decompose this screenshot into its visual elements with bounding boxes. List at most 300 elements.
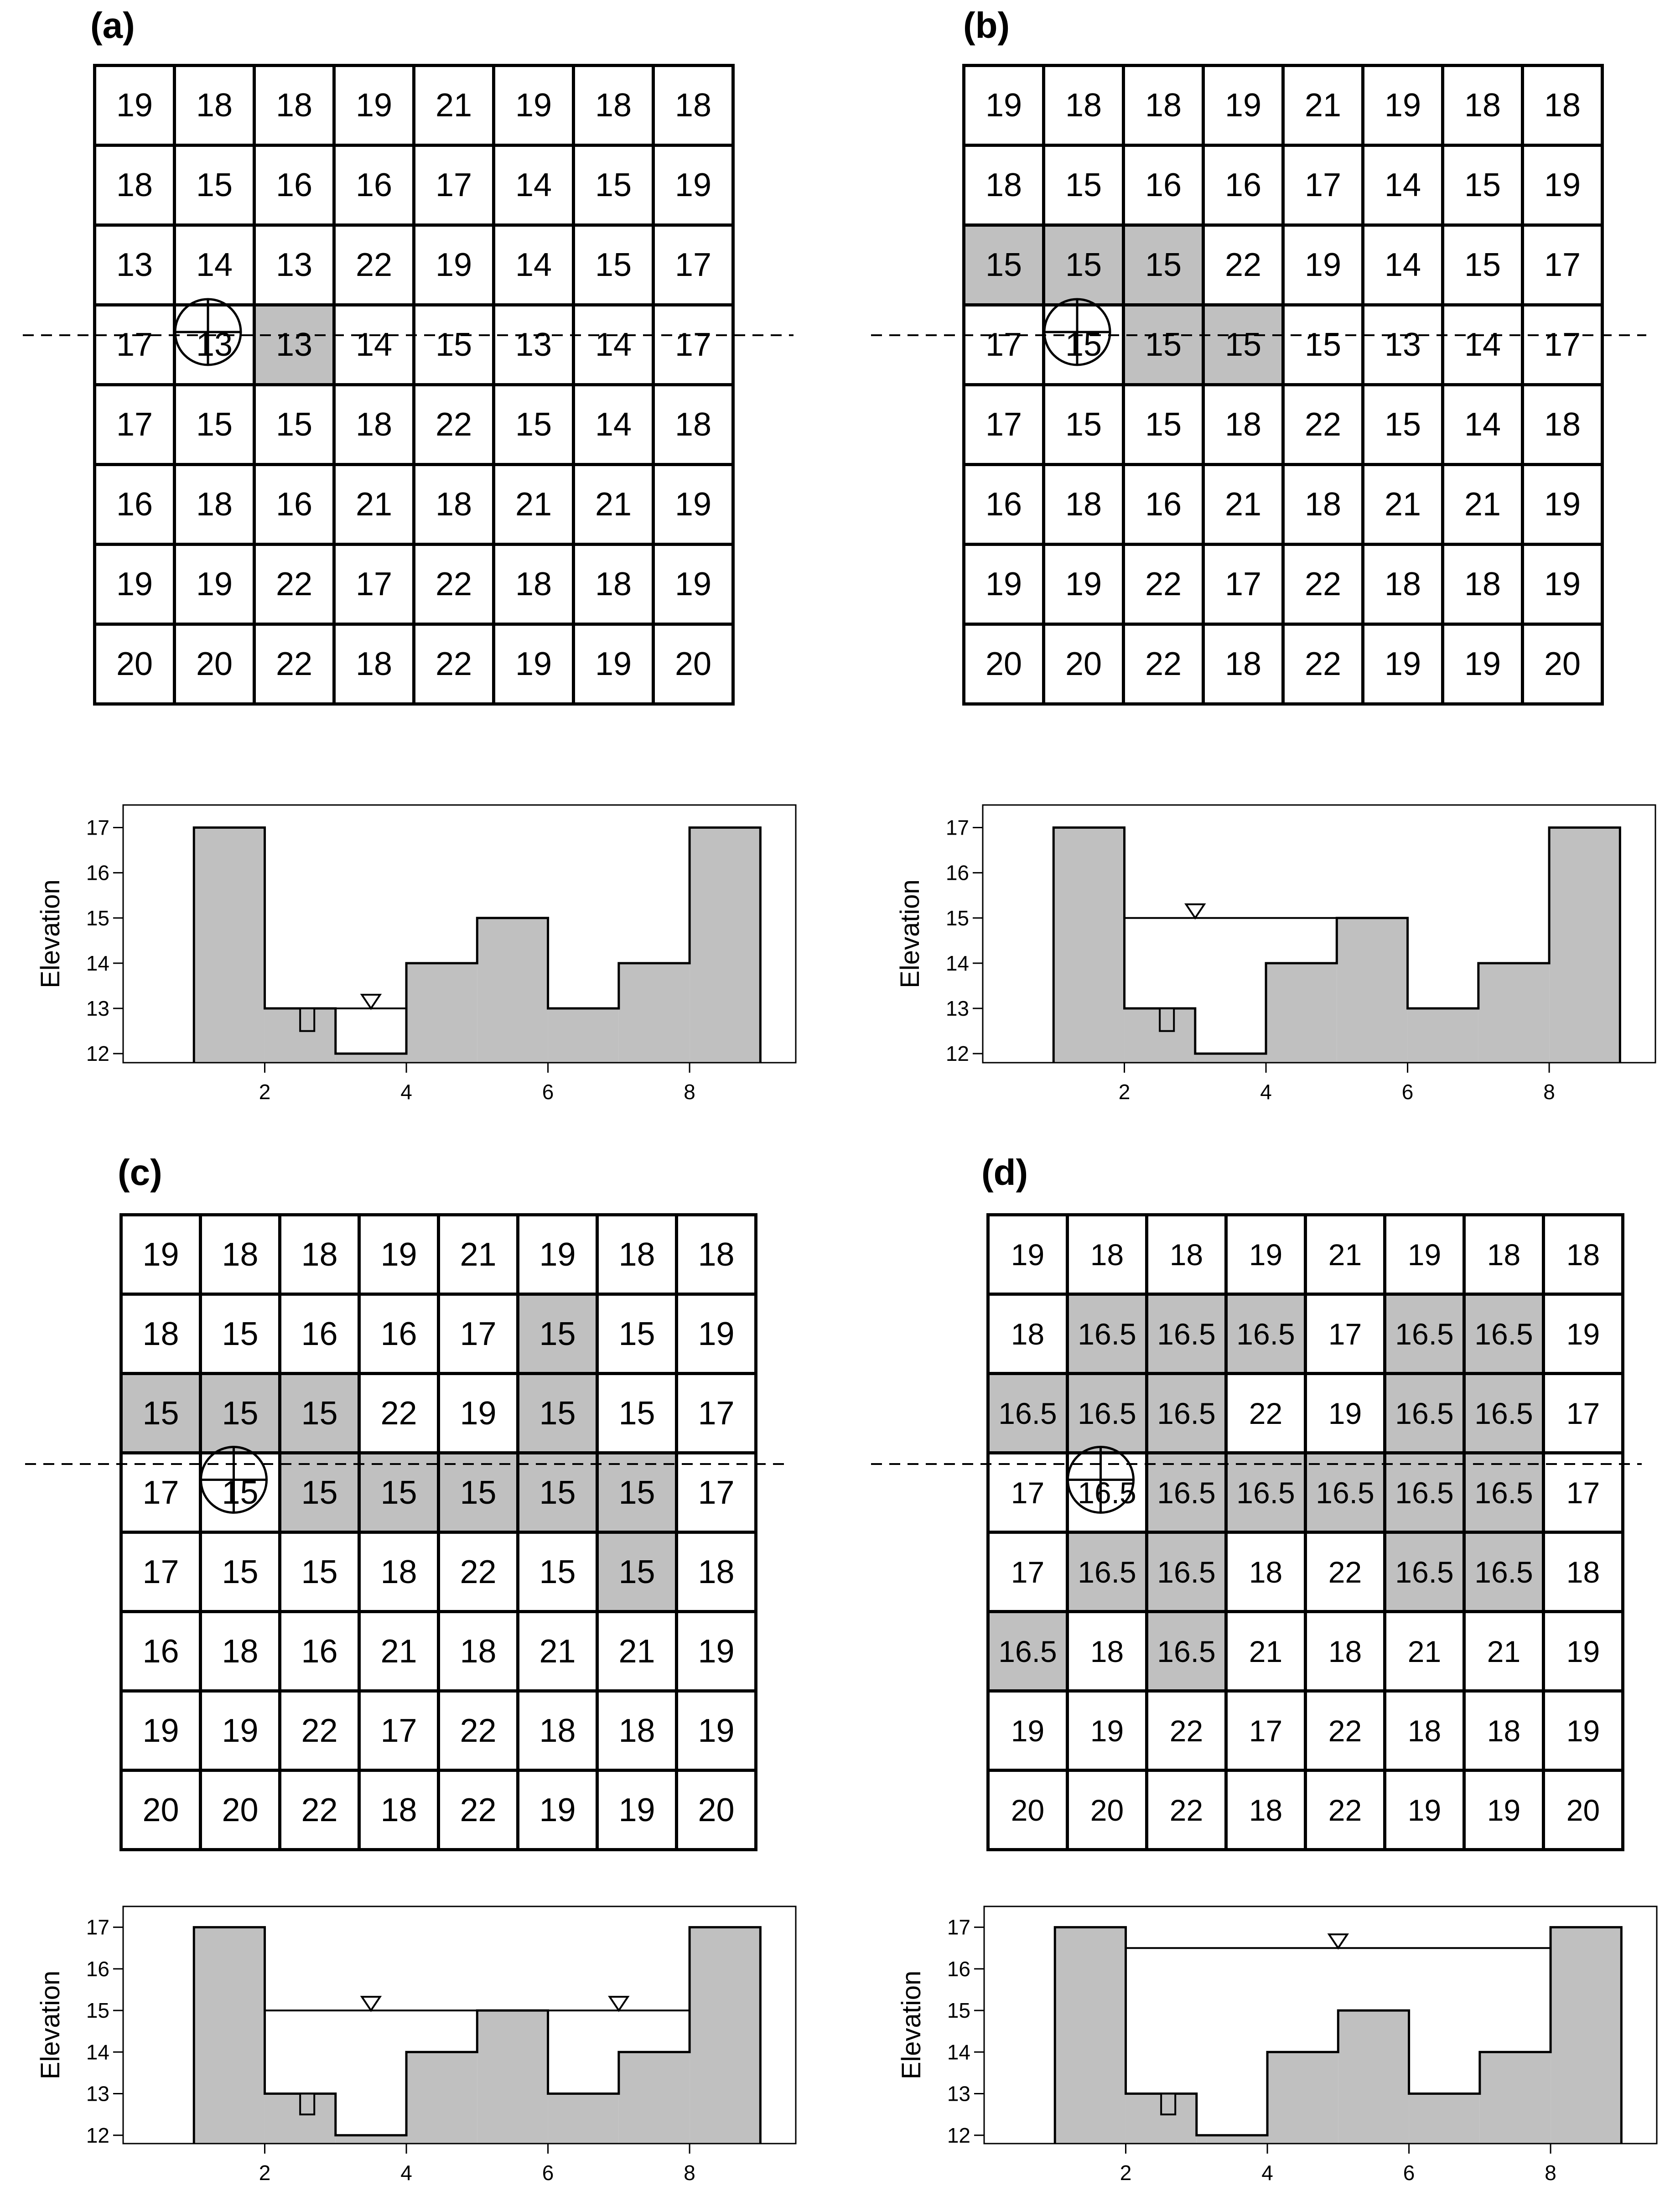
grid-cell: 15 xyxy=(1044,145,1124,225)
grid-cell: 18 xyxy=(988,1294,1068,1374)
grid-cell: 18 xyxy=(1443,66,1523,145)
grid-cell: 19 xyxy=(574,624,653,704)
grid-cell: 22 xyxy=(1147,1691,1226,1771)
terrain-bar xyxy=(548,1008,619,1063)
terrain-bar xyxy=(619,963,690,1063)
y-axis-label: Elevation xyxy=(895,879,925,988)
grid-cell: 16.5 xyxy=(1068,1374,1147,1453)
grid-cell: 15 xyxy=(597,1453,677,1532)
grid-cell: 18 xyxy=(280,1215,359,1294)
grid-cell: 20 xyxy=(1044,624,1124,704)
grid-cell: 15 xyxy=(1443,225,1523,305)
x-tick-label: 6 xyxy=(1403,2161,1415,2185)
grid-cell: 21 xyxy=(1226,1612,1306,1691)
x-tick-label: 8 xyxy=(684,2161,695,2185)
grid-cell: 18 xyxy=(964,145,1044,225)
grid-cell: 13 xyxy=(494,305,574,385)
grid-cell: 15 xyxy=(121,1374,201,1453)
grid-cell: 14 xyxy=(1443,385,1523,465)
outlet-marker xyxy=(1160,1008,1174,1031)
grid-cell: 17 xyxy=(1544,1374,1623,1453)
grid-cell: 13 xyxy=(175,305,254,385)
grid-cell: 16 xyxy=(280,1294,359,1374)
grid-cell: 22 xyxy=(254,624,334,704)
grid-cell: 18 xyxy=(95,145,175,225)
grid-cell: 16.5 xyxy=(1147,1453,1226,1532)
y-axis-label: Elevation xyxy=(36,1970,65,2080)
grid-cell: 13 xyxy=(254,305,334,385)
x-tick-label: 2 xyxy=(1120,2161,1132,2185)
grid-cell: 22 xyxy=(280,1771,359,1850)
grid-cell: 18 xyxy=(518,1691,597,1771)
grid-cell: 19 xyxy=(1385,1771,1464,1850)
y-tick-label: 14 xyxy=(945,951,969,975)
grid-cell: 18 xyxy=(1544,1532,1623,1612)
grid-cell: 19 xyxy=(1523,465,1603,545)
grid-cell: 18 xyxy=(175,66,254,145)
terrain-bar xyxy=(690,828,760,1063)
grid-cell: 22 xyxy=(1283,385,1363,465)
grid-cell: 16 xyxy=(95,465,175,545)
grid-cell: 22 xyxy=(1124,545,1203,624)
grid-cell: 19 xyxy=(1306,1374,1385,1453)
grid-cell: 16 xyxy=(254,465,334,545)
grid-cell: 14 xyxy=(574,385,653,465)
grid-cell: 19 xyxy=(964,545,1044,624)
grid-cell: 16.5 xyxy=(1147,1532,1226,1612)
grid-cell: 17 xyxy=(1306,1294,1385,1374)
water-level-triangle-icon xyxy=(362,995,380,1008)
grid-cell: 15 xyxy=(175,145,254,225)
terrain-bar xyxy=(1551,1927,1621,2144)
grid-cell: 18 xyxy=(201,1612,280,1691)
grid-cell: 16 xyxy=(121,1612,201,1691)
terrain-bar xyxy=(1053,828,1124,1063)
grid-cell: 18 xyxy=(201,1215,280,1294)
grid-cell: 14 xyxy=(1363,145,1443,225)
y-tick-label: 13 xyxy=(86,2082,109,2106)
grid-cell: 19 xyxy=(1544,1612,1623,1691)
grid-cell: 18 xyxy=(1068,1612,1147,1691)
grid-cell: 22 xyxy=(1283,624,1363,704)
grid-cell: 18 xyxy=(254,66,334,145)
y-tick-label: 16 xyxy=(947,1957,970,1981)
grid-cell: 19 xyxy=(121,1215,201,1294)
grid-cell: 22 xyxy=(1283,545,1363,624)
terrain-bar xyxy=(406,2052,477,2144)
grid-cell: 22 xyxy=(1203,225,1283,305)
grid-cell: 22 xyxy=(1306,1771,1385,1850)
grid-cell: 13 xyxy=(254,225,334,305)
grid-cell: 21 xyxy=(414,66,494,145)
grid-cell: 16 xyxy=(1203,145,1283,225)
terrain-bar xyxy=(1197,2135,1267,2144)
grid-cell: 19 xyxy=(1544,1691,1623,1771)
grid-cell: 17 xyxy=(95,385,175,465)
grid-cell: 16.5 xyxy=(1385,1532,1464,1612)
grid-cell: 19 xyxy=(439,1374,518,1453)
terrain-bar xyxy=(1195,1054,1266,1063)
y-axis-label: Elevation xyxy=(897,1970,926,2080)
grid-cell: 21 xyxy=(518,1612,597,1691)
y-tick-label: 17 xyxy=(945,815,969,840)
grid-cell: 18 xyxy=(597,1691,677,1771)
grid-cell: 19 xyxy=(334,66,414,145)
grid-cell: 21 xyxy=(439,1215,518,1294)
grid-cell: 18 xyxy=(359,1532,439,1612)
grid-cell: 16 xyxy=(1124,465,1203,545)
grid-cell: 19 xyxy=(1203,66,1283,145)
grid-cell: 19 xyxy=(1464,1771,1544,1850)
y-tick-label: 14 xyxy=(86,951,109,975)
terrain-bar xyxy=(1408,1008,1478,1063)
grid-cell: 15 xyxy=(518,1294,597,1374)
grid-cell: 15 xyxy=(1124,225,1203,305)
grid-cell: 15 xyxy=(1363,385,1443,465)
x-tick-label: 6 xyxy=(542,2161,554,2185)
grid-cell: 14 xyxy=(574,305,653,385)
grid-cell: 16.5 xyxy=(1464,1374,1544,1453)
grid-cell: 19 xyxy=(175,545,254,624)
grid-cell: 17 xyxy=(414,145,494,225)
grid-cell: 21 xyxy=(1203,465,1283,545)
grid-cell: 16.5 xyxy=(1385,1294,1464,1374)
grid-cell: 17 xyxy=(677,1374,756,1453)
grid-cell: 18 xyxy=(1203,385,1283,465)
grid-cell: 16 xyxy=(280,1612,359,1691)
panel-label-a: (a) xyxy=(90,5,135,46)
grid-cell: 21 xyxy=(1464,1612,1544,1691)
terrain-bar xyxy=(194,828,265,1063)
x-tick-label: 8 xyxy=(1543,1080,1555,1104)
grid-cell: 21 xyxy=(1306,1215,1385,1294)
grid-cell: 20 xyxy=(121,1771,201,1850)
grid-cell: 19 xyxy=(1283,225,1363,305)
water-level-triangle-icon xyxy=(1329,1934,1347,1948)
x-tick-label: 2 xyxy=(259,2161,271,2185)
grid-cell: 17 xyxy=(1523,225,1603,305)
grid-cell: 15 xyxy=(494,385,574,465)
grid-cell: 18 xyxy=(1523,66,1603,145)
grid-cell: 18 xyxy=(175,465,254,545)
grid-cell: 18 xyxy=(574,545,653,624)
terrain-bar xyxy=(548,2094,619,2144)
grid-cell: 14 xyxy=(1363,225,1443,305)
grid-cell: 19 xyxy=(494,66,574,145)
grid-cell: 18 xyxy=(121,1294,201,1374)
grid-cell: 19 xyxy=(1226,1215,1306,1294)
grid-cell: 22 xyxy=(414,624,494,704)
grid-cell: 19 xyxy=(1068,1691,1147,1771)
grid-cell: 19 xyxy=(1544,1294,1623,1374)
grid-cell: 16.5 xyxy=(1147,1374,1226,1453)
y-tick-label: 12 xyxy=(947,2123,970,2147)
grid-cell: 19 xyxy=(1523,545,1603,624)
grid-cell: 20 xyxy=(964,624,1044,704)
grid-cell: 15 xyxy=(597,1532,677,1612)
y-tick-label: 16 xyxy=(86,861,109,885)
grid-cell: 18 xyxy=(653,66,733,145)
grid-cell: 22 xyxy=(254,545,334,624)
grid-cell: 15 xyxy=(597,1374,677,1453)
elevation-profile-a xyxy=(32,800,800,1131)
grid-cell: 22 xyxy=(1226,1374,1306,1453)
grid-cell: 15 xyxy=(518,1532,597,1612)
grid-cell: 18 xyxy=(1464,1691,1544,1771)
grid-cell: 15 xyxy=(280,1532,359,1612)
grid-cell: 15 xyxy=(597,1294,677,1374)
grid-cell: 18 xyxy=(334,624,414,704)
panel-label-c: (c) xyxy=(118,1152,162,1193)
grid-cell: 18 xyxy=(1283,465,1363,545)
terrain-bar xyxy=(1549,828,1620,1063)
y-tick-label: 13 xyxy=(86,997,109,1021)
x-tick-label: 6 xyxy=(542,1080,554,1104)
y-tick-label: 13 xyxy=(947,2082,970,2106)
terrain-bar xyxy=(1480,2052,1551,2144)
grid-cell: 17 xyxy=(359,1691,439,1771)
grid-cell: 17 xyxy=(653,225,733,305)
grid-cell: 19 xyxy=(677,1612,756,1691)
outlet-marker xyxy=(300,2094,314,2115)
grid-cell: 16.5 xyxy=(1464,1453,1544,1532)
grid-cell: 20 xyxy=(988,1771,1068,1850)
grid-cell: 17 xyxy=(1523,305,1603,385)
y-axis-label: Elevation xyxy=(36,879,65,988)
grid-cell: 17 xyxy=(1283,145,1363,225)
terrain-bar xyxy=(194,1927,265,2144)
grid-cell: 20 xyxy=(201,1771,280,1850)
panel-label-d: (d) xyxy=(981,1152,1028,1193)
grid-cell: 15 xyxy=(1443,145,1523,225)
grid-cell: 21 xyxy=(1443,465,1523,545)
terrain-bar xyxy=(1409,2094,1480,2144)
panel-label-b: (b) xyxy=(963,5,1010,46)
grid-cell: 19 xyxy=(414,225,494,305)
grid-cell: 20 xyxy=(1068,1771,1147,1850)
grid-cell: 22 xyxy=(1306,1691,1385,1771)
grid-cell: 19 xyxy=(518,1215,597,1294)
grid-cell: 17 xyxy=(439,1294,518,1374)
terrain-bar xyxy=(336,2135,406,2144)
grid-cell: 15 xyxy=(1124,385,1203,465)
grid-cell: 16.5 xyxy=(1068,1453,1147,1532)
grid-cell: 15 xyxy=(518,1453,597,1532)
terrain-bar xyxy=(477,918,548,1063)
grid-cell: 20 xyxy=(677,1771,756,1850)
grid-cell: 22 xyxy=(439,1532,518,1612)
grid-cell: 19 xyxy=(201,1691,280,1771)
y-tick-label: 12 xyxy=(86,2123,109,2147)
grid-cell: 22 xyxy=(280,1691,359,1771)
grid-cell: 15 xyxy=(518,1374,597,1453)
grid-cell: 15 xyxy=(201,1532,280,1612)
x-tick-label: 2 xyxy=(1118,1080,1131,1104)
grid-cell: 15 xyxy=(414,305,494,385)
grid-cell: 19 xyxy=(677,1691,756,1771)
grid-cell: 16.5 xyxy=(1306,1453,1385,1532)
grid-cell: 18 xyxy=(1443,545,1523,624)
grid-cell: 16.5 xyxy=(1147,1294,1226,1374)
grid-cell: 22 xyxy=(1147,1771,1226,1850)
y-tick-label: 16 xyxy=(86,1957,109,1981)
grid-cell: 15 xyxy=(201,1453,280,1532)
grid-cell: 21 xyxy=(1385,1612,1464,1691)
grid-cell: 15 xyxy=(574,145,653,225)
terrain-bar xyxy=(406,963,477,1063)
grid-cell: 21 xyxy=(334,465,414,545)
grid-cell: 17 xyxy=(1226,1691,1306,1771)
terrain-bar xyxy=(1337,918,1407,1063)
grid-cell: 19 xyxy=(121,1691,201,1771)
grid-cell: 16.5 xyxy=(1385,1453,1464,1532)
grid-cell: 19 xyxy=(1443,624,1523,704)
grid-cell: 19 xyxy=(1523,145,1603,225)
grid-cell: 18 xyxy=(1363,545,1443,624)
grid-cell: 15 xyxy=(201,1294,280,1374)
water-level-triangle-icon xyxy=(610,1997,628,2010)
grid-cell: 17 xyxy=(964,385,1044,465)
grid-cell: 16.5 xyxy=(1385,1374,1464,1453)
x-tick-label: 2 xyxy=(259,1080,271,1104)
grid-cell: 15 xyxy=(1124,305,1203,385)
terrain-bar xyxy=(1055,1927,1125,2144)
grid-cell: 19 xyxy=(653,145,733,225)
grid-cell: 16.5 xyxy=(1147,1612,1226,1691)
elevation-profile-b xyxy=(892,800,1660,1131)
grid-cell: 22 xyxy=(439,1771,518,1850)
y-tick-label: 14 xyxy=(947,2040,970,2064)
grid-cell: 16 xyxy=(964,465,1044,545)
grid-cell: 20 xyxy=(1544,1771,1623,1850)
grid-cell: 17 xyxy=(121,1453,201,1532)
grid-cell: 21 xyxy=(1363,465,1443,545)
grid-cell: 18 xyxy=(1203,624,1283,704)
grid-cell: 15 xyxy=(175,385,254,465)
grid-cell: 19 xyxy=(1044,545,1124,624)
grid-cell: 16.5 xyxy=(1226,1453,1306,1532)
grid-cell: 19 xyxy=(988,1691,1068,1771)
water-level-triangle-icon xyxy=(362,1997,380,2010)
y-tick-label: 15 xyxy=(945,906,969,930)
x-tick-label: 4 xyxy=(1260,1080,1272,1104)
grid-cell: 15 xyxy=(201,1374,280,1453)
grid-cell: 14 xyxy=(175,225,254,305)
grid-cell: 15 xyxy=(1283,305,1363,385)
x-tick-label: 8 xyxy=(1545,2161,1556,2185)
y-tick-label: 17 xyxy=(86,815,109,840)
terrain-bar xyxy=(336,1054,406,1063)
grid-cell: 15 xyxy=(1044,225,1124,305)
grid-cell: 16 xyxy=(1124,145,1203,225)
x-tick-label: 8 xyxy=(684,1080,695,1104)
grid-cell: 18 xyxy=(1306,1612,1385,1691)
terrain-bar xyxy=(1267,2052,1338,2144)
y-tick-label: 16 xyxy=(945,861,969,885)
grid-cell: 15 xyxy=(964,225,1044,305)
y-tick-label: 13 xyxy=(945,997,969,1021)
grid-cell: 15 xyxy=(1044,305,1124,385)
grid-cell: 15 xyxy=(574,225,653,305)
terrain-bar xyxy=(690,1927,760,2144)
y-tick-label: 14 xyxy=(86,2040,109,2064)
grid-cell: 22 xyxy=(1124,624,1203,704)
grid-cell: 19 xyxy=(95,545,175,624)
grid-cell: 18 xyxy=(653,385,733,465)
grid-cell: 18 xyxy=(334,385,414,465)
y-tick-label: 15 xyxy=(86,906,109,930)
grid-cell: 16.5 xyxy=(1226,1294,1306,1374)
terrain-bar xyxy=(1266,963,1337,1063)
grid-cell: 19 xyxy=(518,1771,597,1850)
grid-cell: 16.5 xyxy=(1068,1532,1147,1612)
grid-cell: 17 xyxy=(964,305,1044,385)
grid-cell: 16.5 xyxy=(988,1374,1068,1453)
grid-cell: 21 xyxy=(359,1612,439,1691)
grid-cell: 22 xyxy=(359,1374,439,1453)
y-tick-label: 17 xyxy=(947,1915,970,1939)
grid-cell: 19 xyxy=(1363,66,1443,145)
y-tick-label: 17 xyxy=(86,1915,109,1939)
elevation-profile-d xyxy=(893,1902,1661,2212)
grid-cell: 18 xyxy=(574,66,653,145)
grid-cell: 18 xyxy=(1147,1215,1226,1294)
terrain-bar xyxy=(619,2052,690,2144)
grid-cell: 18 xyxy=(677,1215,756,1294)
y-tick-label: 15 xyxy=(86,1999,109,2023)
grid-cell: 19 xyxy=(1385,1215,1464,1294)
grid-cell: 22 xyxy=(1306,1532,1385,1612)
grid-cell: 15 xyxy=(439,1453,518,1532)
outlet-crosshair-icon xyxy=(1068,1447,1134,1513)
outlet-marker xyxy=(300,1008,314,1031)
grid-cell: 19 xyxy=(677,1294,756,1374)
x-tick-label: 6 xyxy=(1401,1080,1414,1104)
outlet-crosshair-icon xyxy=(175,299,241,365)
grid-cell: 19 xyxy=(1363,624,1443,704)
grid-cell: 19 xyxy=(964,66,1044,145)
grid-cell: 17 xyxy=(653,305,733,385)
x-tick-label: 4 xyxy=(1261,2161,1273,2185)
grid-cell: 18 xyxy=(494,545,574,624)
water-level-triangle-icon xyxy=(1186,904,1204,918)
grid-cell: 17 xyxy=(121,1532,201,1612)
grid-cell: 13 xyxy=(95,225,175,305)
terrain-bar xyxy=(1338,2010,1409,2144)
grid-cell: 21 xyxy=(494,465,574,545)
grid-cell: 21 xyxy=(574,465,653,545)
grid-cell: 22 xyxy=(439,1691,518,1771)
grid-cell: 19 xyxy=(95,66,175,145)
grid-cell: 14 xyxy=(494,145,574,225)
grid-cell: 22 xyxy=(414,545,494,624)
x-tick-label: 4 xyxy=(400,2161,412,2185)
grid-cell: 14 xyxy=(1443,305,1523,385)
grid-cell: 17 xyxy=(334,545,414,624)
grid-cell: 18 xyxy=(597,1215,677,1294)
grid-cell: 15 xyxy=(254,385,334,465)
grid-cell: 16.5 xyxy=(1068,1294,1147,1374)
grid-cell: 15 xyxy=(1203,305,1283,385)
grid-cell: 19 xyxy=(653,545,733,624)
grid-cell: 21 xyxy=(597,1612,677,1691)
grid-cell: 18 xyxy=(1124,66,1203,145)
grid-cell: 13 xyxy=(1363,305,1443,385)
y-tick-label: 12 xyxy=(86,1042,109,1066)
outlet-marker xyxy=(1161,2094,1175,2115)
grid-cell: 17 xyxy=(988,1532,1068,1612)
grid-cell: 18 xyxy=(1226,1532,1306,1612)
